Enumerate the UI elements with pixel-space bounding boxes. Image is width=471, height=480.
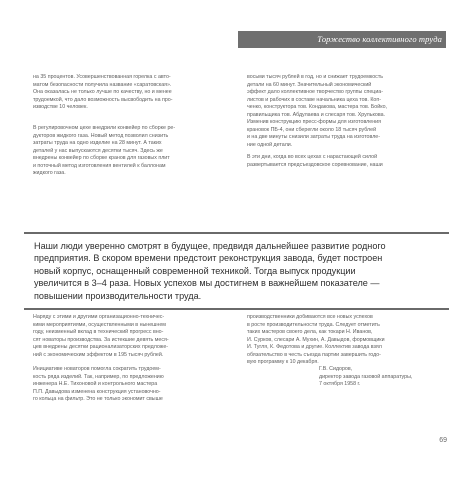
text-line: сят новаторы производства. За истекшие девять меся- bbox=[33, 336, 169, 343]
text-line: В эти дни, когда во всех цехах с нарастающей силой bbox=[247, 154, 378, 160]
text-line: производственники добиваются все новых успехов bbox=[247, 314, 373, 320]
text-line: внедрены конвейер по сборке кранов для газовых плит bbox=[33, 155, 170, 162]
signature bbox=[319, 366, 449, 389]
text-line: кость ряда изделий. Так, например, по предложению bbox=[33, 373, 164, 380]
text-line: кими мероприятиями, осуществленными в нынешнем bbox=[33, 321, 166, 328]
text-line: детали на 60 минут. Значительный экономический bbox=[247, 81, 372, 88]
paragraph-bottom-right-1 bbox=[247, 314, 447, 367]
text-line: листов и рабочих в составе начальника цеха тов. Коп- bbox=[247, 96, 381, 103]
text-line: Она оказалась не только лучше по качеству, но и менее bbox=[33, 89, 172, 96]
text-line: крановок ПБ-4, они сберегли около 18 тысяч рублей bbox=[247, 126, 377, 133]
quote-rule-bottom bbox=[24, 308, 449, 310]
text-line: ние одной детали. bbox=[247, 141, 293, 148]
paragraph-top-right-2 bbox=[247, 154, 447, 169]
text-line: увеличится в 3–4 раза. Новых успехов мы достигнем в важнейшем показателе — bbox=[34, 278, 380, 289]
text-line: Инициативе новаторов помогла сократить трудоем- bbox=[33, 366, 161, 372]
text-line: Изменив конструкцию пресс-формы для изготовления bbox=[247, 119, 381, 126]
text-line: ний с экономическим эффектом в 195 тысяч рублей. bbox=[33, 351, 164, 358]
text-line: ченко, конструктора тов. Кондакова, мастера тов. Бойко, bbox=[247, 104, 387, 111]
paragraph-bottom-left-2 bbox=[33, 366, 229, 404]
paragraph-bottom-left-1 bbox=[33, 314, 229, 359]
text-line: П.П. Давыдова изменена конструкция установочно- bbox=[33, 388, 161, 395]
text-line: вую программу к 10 декабря. bbox=[247, 359, 319, 366]
text-line: Г.В. Сидоров, bbox=[319, 366, 353, 372]
text-line: И. Тугля, К. Федотова и другие. Коллектив завода взял bbox=[247, 344, 382, 351]
text-line: затраты труда на одно изделие на 28 минут. А таких bbox=[33, 140, 162, 147]
text-line: в росте производительности труда. Следует отметить bbox=[247, 321, 380, 328]
page-number: 69 bbox=[439, 437, 447, 444]
text-line: матом безопасности получила название «саратовская». bbox=[33, 81, 172, 88]
text-line: директор завода газовой аппаратуры, bbox=[319, 373, 413, 380]
text-line: новый корпус, оснащенный современной техникой. Тогда выпуск продукции bbox=[34, 265, 356, 276]
text-line: Наши люди уверенно смотрят в будущее, предвидя дальнейшее развитие родного bbox=[34, 241, 386, 251]
text-line: цев внедрены десятки рационализаторских предложе- bbox=[33, 344, 169, 351]
text-line: В регулировочном цехе внедрили конвейер по сборке ре- bbox=[33, 125, 176, 131]
text-line: изводстве 10 человек. bbox=[33, 104, 88, 111]
text-line: обязательство в честь съезда партии завершить годо- bbox=[247, 351, 381, 358]
paragraph-top-right-1 bbox=[247, 74, 447, 149]
text-line: году, неизменный вклад в технический прогресс вно- bbox=[33, 329, 164, 336]
text-line: Наряду с этими и другими организационно-техничес- bbox=[33, 314, 165, 320]
paragraph-top-left-2 bbox=[33, 125, 229, 178]
paragraph-top-left-1 bbox=[33, 74, 229, 112]
text-line: жидкого газа. bbox=[33, 170, 66, 177]
text-line: повышении производительности труда. bbox=[34, 290, 202, 301]
text-line: на 35 процентов. Усовершенствованная горелка с авто- bbox=[33, 74, 171, 80]
text-line: инженера Н.Е. Тихоновой и контрольного мастера bbox=[33, 381, 158, 388]
text-line: правильщика тов. Абдулаева и слесаря тов. Хрулькова. bbox=[247, 111, 386, 118]
text-line: го кольца на фильтр. Это не только экономит свыше bbox=[33, 396, 163, 403]
text-line: деталей у нас выпускаются десятки тысяч. Здесь же bbox=[33, 147, 163, 154]
running-header-title: Торжество коллективного труда bbox=[317, 34, 442, 44]
text-line: развертывается предсъездовское соревнование, наши bbox=[247, 161, 383, 168]
text-line: восьми тысяч рублей в год, но и снижает трудоемкость bbox=[247, 74, 384, 80]
text-line: и поточный метод изготовления вентилей к баллонам bbox=[33, 162, 166, 169]
text-line: 7 октября 1958 г. bbox=[319, 381, 361, 388]
text-line: таких мастеров своего дела, как токари Н. Иванов, bbox=[247, 329, 373, 336]
text-line: И. Сурков, слесари А. Мухин, А. Давыдов, формовщики bbox=[247, 336, 385, 343]
text-line: трудоемкой, что дало возможность высвободить на про- bbox=[33, 96, 173, 103]
text-line: и на две минуты снизили затраты труда на изготовле- bbox=[247, 134, 380, 141]
pull-quote bbox=[34, 240, 439, 302]
text-line: эффект дало коллективное творчество группы специа- bbox=[247, 89, 383, 96]
quote-rule-top bbox=[24, 232, 449, 234]
text-line: предприятия. В скором времени предстоит реконструкция завода, будет построен bbox=[34, 253, 383, 264]
text-line: дукторов жидкого газа. Новый метод позволил снизить bbox=[33, 132, 169, 139]
